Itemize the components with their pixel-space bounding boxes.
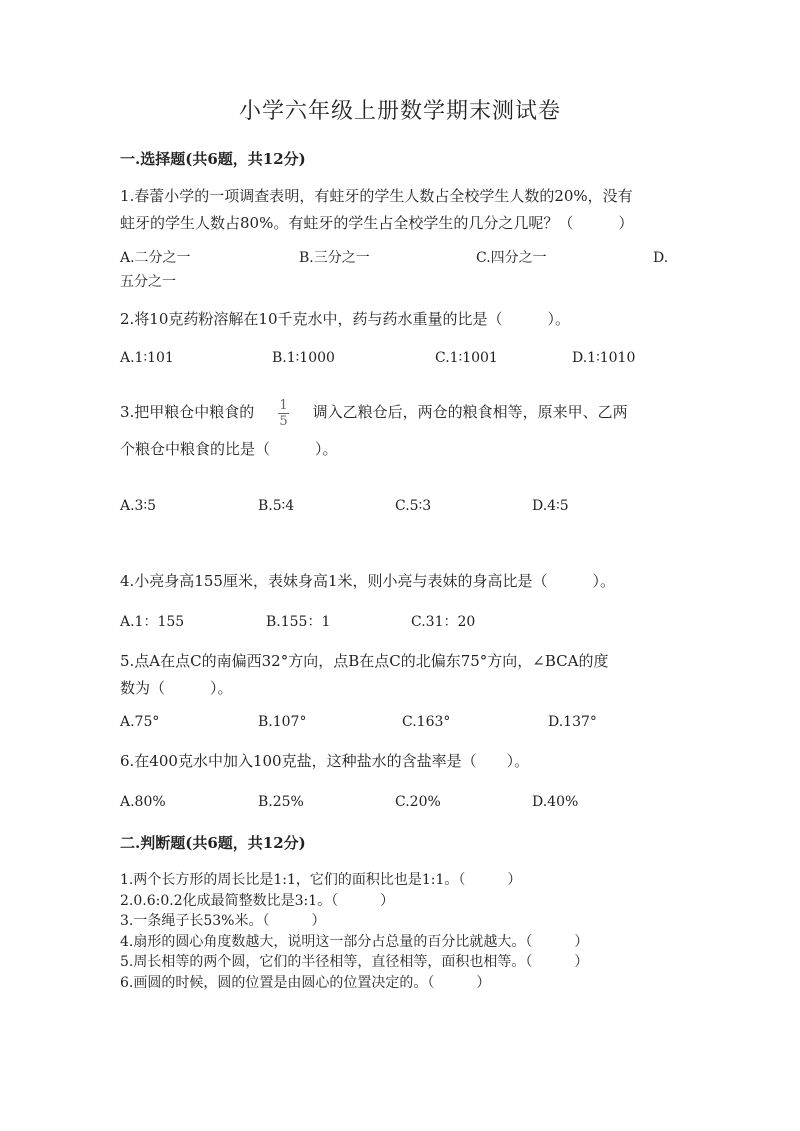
- section-heading-choice: 一.选择题(共6题，共12分): [120, 150, 306, 168]
- option-c: C.163°: [402, 714, 451, 730]
- question-3-line-2: 个粮仓中粮食的比是（ ）。: [120, 440, 338, 458]
- fraction-one-fifth: [278, 398, 288, 429]
- question-3-text-before: 3.把甲粮仓中粮食的: [120, 403, 255, 421]
- option-b: B.三分之一: [299, 250, 370, 266]
- option-a: A.80%: [120, 794, 166, 810]
- option-c: C.四分之一: [476, 250, 547, 266]
- question-5-options: [120, 710, 680, 734]
- option-c: C.20%: [395, 794, 441, 810]
- fraction-numerator: 1: [279, 397, 288, 413]
- option-d: D.1∶1010: [572, 350, 636, 366]
- question-6: [120, 748, 529, 775]
- question-1-line-2: 蛀牙的学生人数占80%。有蛀牙的学生占全校学生的几分之几呢？（ ）: [120, 214, 634, 232]
- page-title: 小学六年级上册数学期末测试卷: [238, 99, 561, 124]
- question-5-line-2: 数为（ ）。: [120, 679, 233, 697]
- question-1: [120, 183, 633, 237]
- question-3-line-1: [120, 394, 628, 430]
- option-d: D.: [653, 250, 669, 266]
- option-b: B.155：1: [266, 614, 331, 630]
- fraction-denominator: 5: [279, 413, 288, 429]
- option-d-continuation: 五分之一: [120, 274, 176, 290]
- option-a: A.1：155: [120, 614, 185, 630]
- question-3-options: [120, 494, 680, 518]
- option-a: A.1∶101: [120, 350, 174, 366]
- question-4-options: [120, 610, 680, 634]
- question-4: [120, 568, 615, 595]
- judgement-item-4: 4.扇形的圆心角度数越大，说明这一部分占总量的百分比就越大。（ ）: [120, 933, 589, 950]
- question-3: [120, 394, 628, 463]
- judgement-item-1: 1.两个长方形的周长比是1:1，它们的面积比也是1:1。（ ）: [120, 872, 522, 888]
- section-heading-judgement: 二.判断题(共6题，共12分): [120, 834, 306, 852]
- option-c: C.31：20: [411, 614, 476, 630]
- judgement-list: [120, 870, 588, 993]
- judgement-item-2: 2.0.6:0.2化成最简整数比是3:1。（ ）: [120, 892, 395, 909]
- option-a: A.二分之一: [120, 250, 191, 266]
- question-5: [120, 648, 608, 702]
- option-b: B.25%: [258, 794, 304, 810]
- question-2: [120, 306, 570, 333]
- option-a: A.75°: [120, 714, 160, 730]
- question-6-text: 6.在400克水中加入100克盐，这种盐水的含盐率是（ ）。: [120, 752, 530, 770]
- question-2-text: 2.将10克药粉溶解在10千克水中，药与药水重量的比是（ ）。: [120, 310, 570, 328]
- option-d: D.137°: [548, 714, 597, 730]
- option-b: B.5∶4: [258, 498, 295, 514]
- judgement-item-3: 3.一条绳子长53%米。（ ）: [120, 913, 326, 929]
- question-1-options: [120, 246, 680, 270]
- question-2-options: [120, 346, 680, 370]
- question-1-line-1: 1.春蕾小学的一项调查表明，有蛀牙的学生人数占全校学生人数的20%，没有: [120, 187, 633, 205]
- option-d: D.40%: [532, 794, 579, 810]
- judgement-item-5: 5.周长相等的两个圆，它们的半径相等，直径相等，面积也相等。（ ）: [120, 954, 589, 970]
- option-c: C.1∶1001: [435, 350, 498, 366]
- option-b: B.107°: [258, 714, 307, 730]
- question-4-text: 4.小亮身高155厘米，表妹身高1米，则小亮与表妹的身高比是（ ）。: [120, 572, 615, 590]
- option-c: C.5∶3: [395, 498, 432, 514]
- option-d: D.4∶5: [532, 498, 569, 514]
- question-6-options: [120, 790, 680, 814]
- option-b: B.1∶1000: [272, 350, 335, 366]
- question-5-line-1: 5.点A在点C的南偏西32°方向，点B在点C的北偏东75°方向，∠BCA的度: [120, 652, 609, 670]
- question-3-text-after: 调入乙粮仓后，两仓的粮食相等，原来甲、乙两: [312, 403, 628, 421]
- option-a: A.3∶5: [120, 498, 157, 514]
- judgement-item-6: 6.画圆的时候，圆的位置是由圆心的位置决定的。（ ）: [120, 974, 491, 991]
